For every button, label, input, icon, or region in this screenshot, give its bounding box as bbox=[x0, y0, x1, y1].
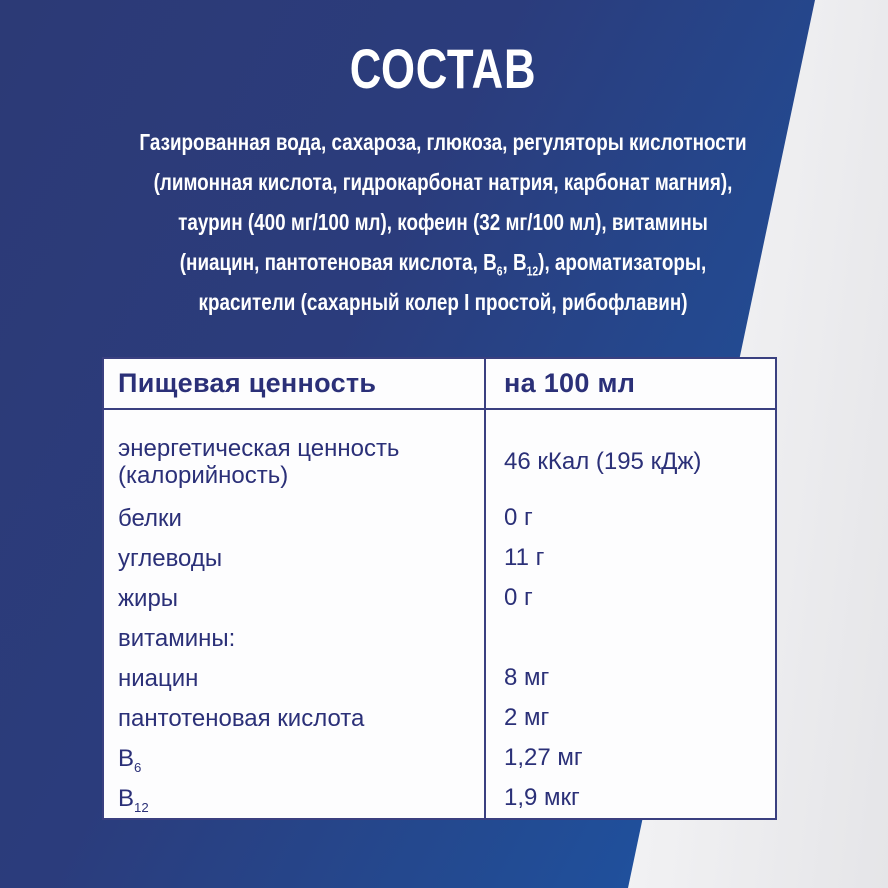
ingredients-line-2: (лимонная кислота, гидрокарбонат натрия, карбонат магния), bbox=[153, 169, 733, 195]
row-value: 1,9 мкг bbox=[504, 784, 580, 811]
header-nutrition-label: Пищевая ценность bbox=[118, 368, 377, 398]
page-title: СОСТАВ bbox=[349, 37, 537, 100]
header-per-100ml-label: на 100 мл bbox=[504, 368, 636, 398]
row-value: 1,27 мг bbox=[504, 744, 583, 771]
vitamin-b12-subscript: 12 bbox=[526, 264, 539, 279]
row-label: В6 bbox=[118, 744, 142, 775]
ingredients-paragraph bbox=[0, 122, 886, 322]
vitamin-b6-subscript: 6 bbox=[134, 759, 142, 775]
table-row bbox=[104, 538, 775, 578]
table-header-row bbox=[104, 359, 775, 410]
ingredients-line-4: (ниацин, пантотеновая кислота, В6, В12), ароматизаторы, bbox=[179, 249, 707, 279]
row-label: углеводы bbox=[118, 544, 223, 572]
table-row bbox=[104, 738, 775, 778]
row-value: 2 мг bbox=[504, 704, 550, 731]
row-label: белки bbox=[118, 504, 182, 532]
row-value: 8 мг bbox=[504, 664, 550, 691]
table-row bbox=[104, 618, 775, 658]
row-label: В12 bbox=[118, 784, 149, 815]
table-body bbox=[104, 410, 775, 818]
ingredients-line-3: таурин (400 мг/100 мл), кофеин (32 мг/100 мл), витамины bbox=[178, 209, 708, 235]
ingredients-line-1: Газированная вода, сахароза, глюкоза, регуляторы кислотности bbox=[139, 129, 747, 155]
row-value: 11 г bbox=[504, 544, 545, 571]
table-row bbox=[104, 658, 775, 698]
row-label: пантотеновая кислота bbox=[118, 704, 365, 732]
table-row bbox=[104, 778, 775, 818]
row-value: 46 кКал (195 кДж) bbox=[504, 448, 702, 475]
table-row bbox=[104, 498, 775, 538]
vitamin-b12-subscript: 12 bbox=[134, 799, 149, 815]
ingredients-line-5: красители (сахарный колер I простой, рибофлавин) bbox=[198, 289, 688, 315]
table-row bbox=[104, 426, 775, 498]
table-row bbox=[104, 698, 775, 738]
row-label: жиры bbox=[118, 584, 179, 612]
row-label: ниацин bbox=[118, 664, 199, 692]
row-label: витамины: bbox=[118, 624, 236, 652]
row-value: 0 г bbox=[504, 504, 533, 531]
vitamin-b6-subscript: 6 bbox=[496, 264, 503, 279]
row-label: энергетическая ценность (калорийность) bbox=[118, 435, 400, 489]
table-column-divider bbox=[484, 359, 486, 818]
table-row bbox=[104, 578, 775, 618]
row-value: 0 г bbox=[504, 584, 533, 611]
nutrition-table bbox=[102, 357, 777, 820]
